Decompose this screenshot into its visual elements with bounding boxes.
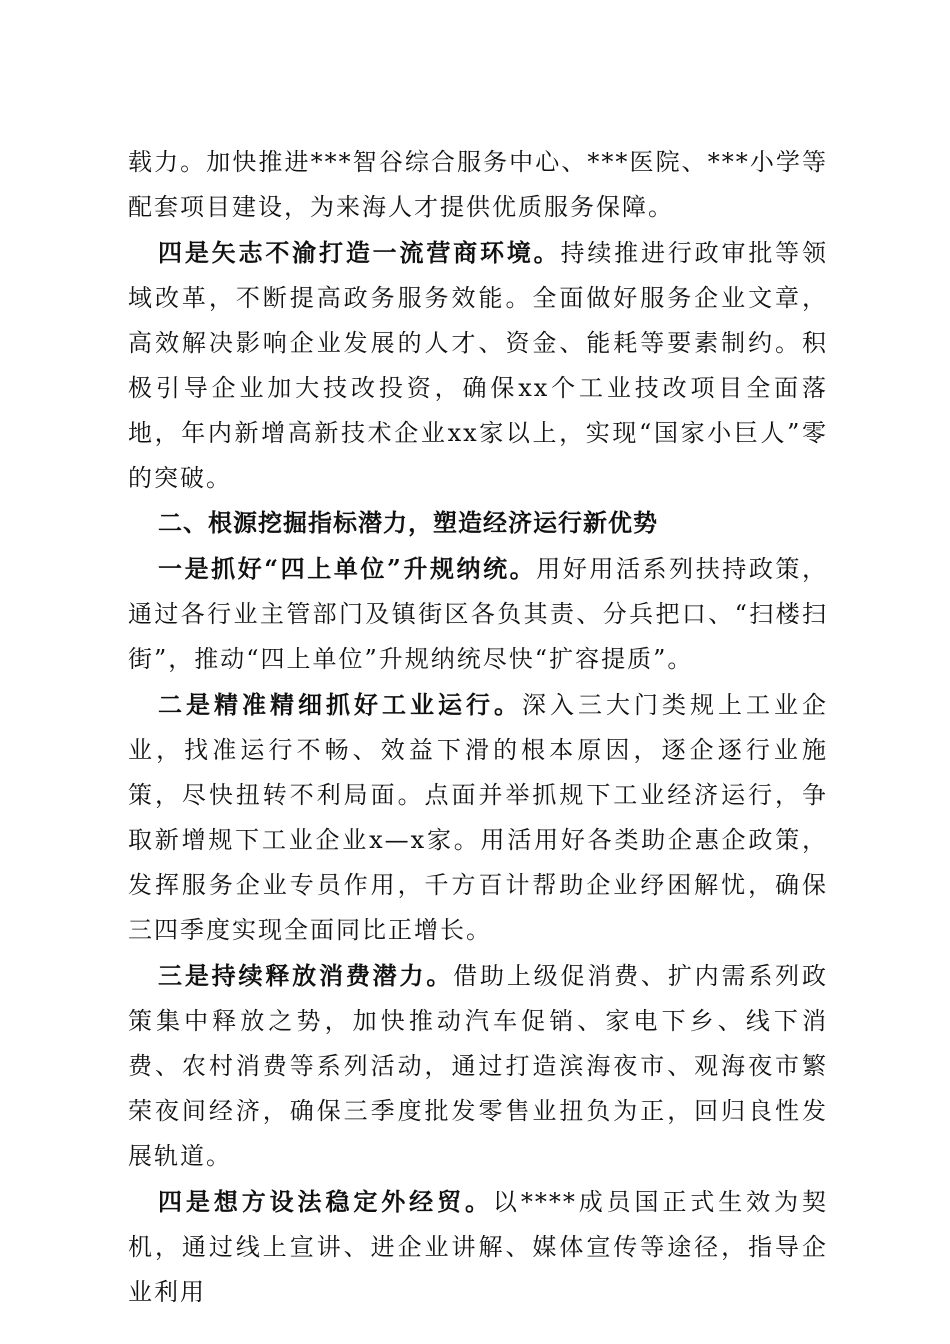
paragraph-text: 载力。加快推进***智谷综合服务中心、***医院、***小学等配套项目建设，为来海人才提供优质服务保障。 — [128, 148, 828, 221]
paragraph-foreign-trade — [128, 1179, 828, 1315]
paragraph-text: 用好用活系列扶持政策，通过各行业主管部门及镇街区各负其责、分兵把口、“扫楼扫街”，推动“四上单位”升规纳统尽快“扩容提质”。 — [128, 555, 829, 673]
paragraph-text: 以****成员国正式生效为契机，通过线上宣讲、进企业讲解、媒体宣传等途径，指导企业利用 — [128, 1188, 829, 1306]
paragraph-lead: 三是持续释放消费潜力。 — [158, 961, 454, 990]
paragraph-text: 借助上级促消费、扩内需系列政策集中释放之势，加快推动汽车促销、家电下乡、线下消费、农村消费等系列活动，通过打造滨海夜市、观海夜市繁荣夜间经济，确保三季度批发零售业扭负为正，回归良性发展轨道。 — [128, 962, 829, 1170]
paragraph-lead: 四是矢志不渝打造一流营商环境。 — [158, 238, 561, 267]
paragraph-business-environment — [128, 230, 828, 501]
paragraph-lead: 二是精准精细抓好工业运行。 — [158, 690, 522, 719]
paragraph-text: 深入三大门类规上工业企业，找准运行不畅、效益下滑的根本原因，逐企逐行业施策，尽快扭转不利局面。点面并举抓规下工业经济运行，争取新增规下工业企业x—x家。用活用好各类助企惠企政策，发挥服务企业专员作用，千方百计帮助企业纾困解忧，确保三四季度实现全面同比正增长。 — [128, 691, 828, 944]
paragraph-continuation — [128, 140, 828, 230]
paragraph-upgrade-units — [128, 546, 828, 682]
paragraph-lead: 四是想方设法稳定外经贸。 — [158, 1187, 493, 1216]
section-heading: 二、根源挖掘指标潜力，塑造经济运行新优势 — [158, 509, 658, 537]
paragraph-lead: 一是抓好“四上单位”升规纳统。 — [158, 554, 537, 583]
document-body — [128, 140, 828, 1315]
paragraph-consumption — [128, 953, 828, 1179]
paragraph-industrial-operation — [128, 682, 828, 953]
paragraph-text: 持续推进行政审批等领域改革，不断提高政务服务效能。全面做好服务企业文章，高效解决影响企业发展的人才、资金、能耗等要素制约。积极引导企业加大技改投资，确保xx个工业技改项目全面落地，年内新增高新技术企业xx家以上，实现“国家小巨人”零的突破。 — [128, 239, 828, 492]
